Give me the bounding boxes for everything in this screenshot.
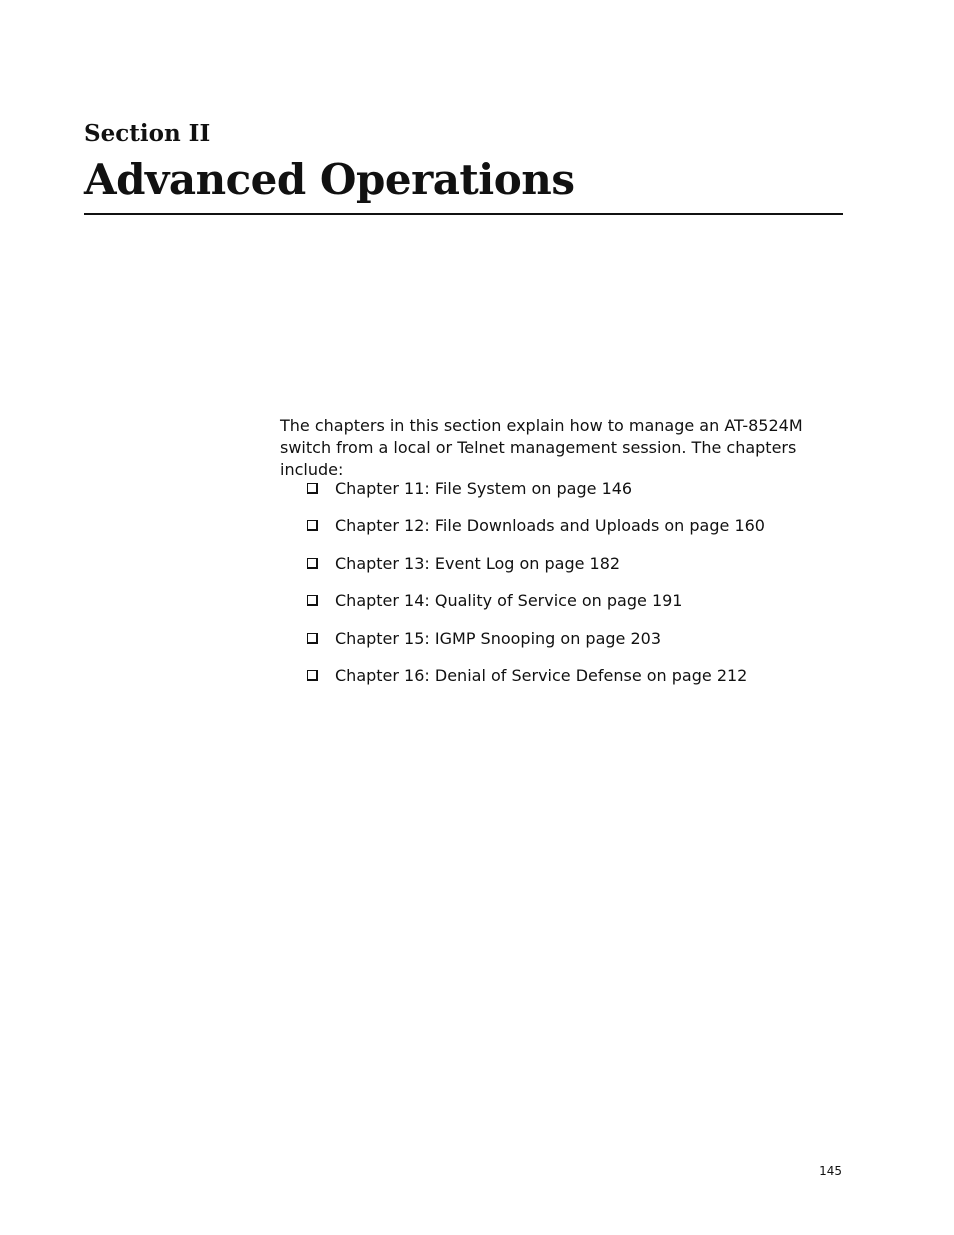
intro-paragraph: The chapters in this section explain how to manage an AT-8524M switch from a local or Telnet management session. The chapters include: <box>280 416 803 479</box>
checkbox-bullet-icon <box>307 520 318 531</box>
checkbox-bullet-icon <box>307 633 318 644</box>
list-item <box>307 664 765 701</box>
list-item <box>307 477 765 514</box>
page-title: Advanced Operations <box>84 155 575 204</box>
list-item <box>307 514 765 551</box>
checkbox-bullet-icon <box>307 595 318 606</box>
list-item <box>307 627 765 664</box>
chapter-link: Chapter 12: File Downloads and Uploads on page 160 <box>335 516 765 536</box>
chapter-link: Chapter 14: Quality of Service on page 191 <box>335 591 683 611</box>
chapter-link: Chapter 15: IGMP Snooping on page 203 <box>335 628 662 648</box>
list-item <box>307 589 765 626</box>
chapter-list <box>307 477 765 701</box>
title-rule <box>84 213 843 215</box>
chapter-link: Chapter 13: Event Log on page 182 <box>335 553 621 573</box>
chapter-link: Chapter 16: Denial of Service Defense on page 212 <box>335 665 748 685</box>
chapter-link: Chapter 11: File System on page 146 <box>335 479 633 498</box>
list-item <box>307 552 765 589</box>
checkbox-bullet-icon <box>307 670 318 681</box>
checkbox-bullet-icon <box>307 483 318 494</box>
checkbox-bullet-icon <box>307 558 318 569</box>
section-label: Section II <box>84 120 211 147</box>
page-number: 145 <box>819 1164 842 1178</box>
